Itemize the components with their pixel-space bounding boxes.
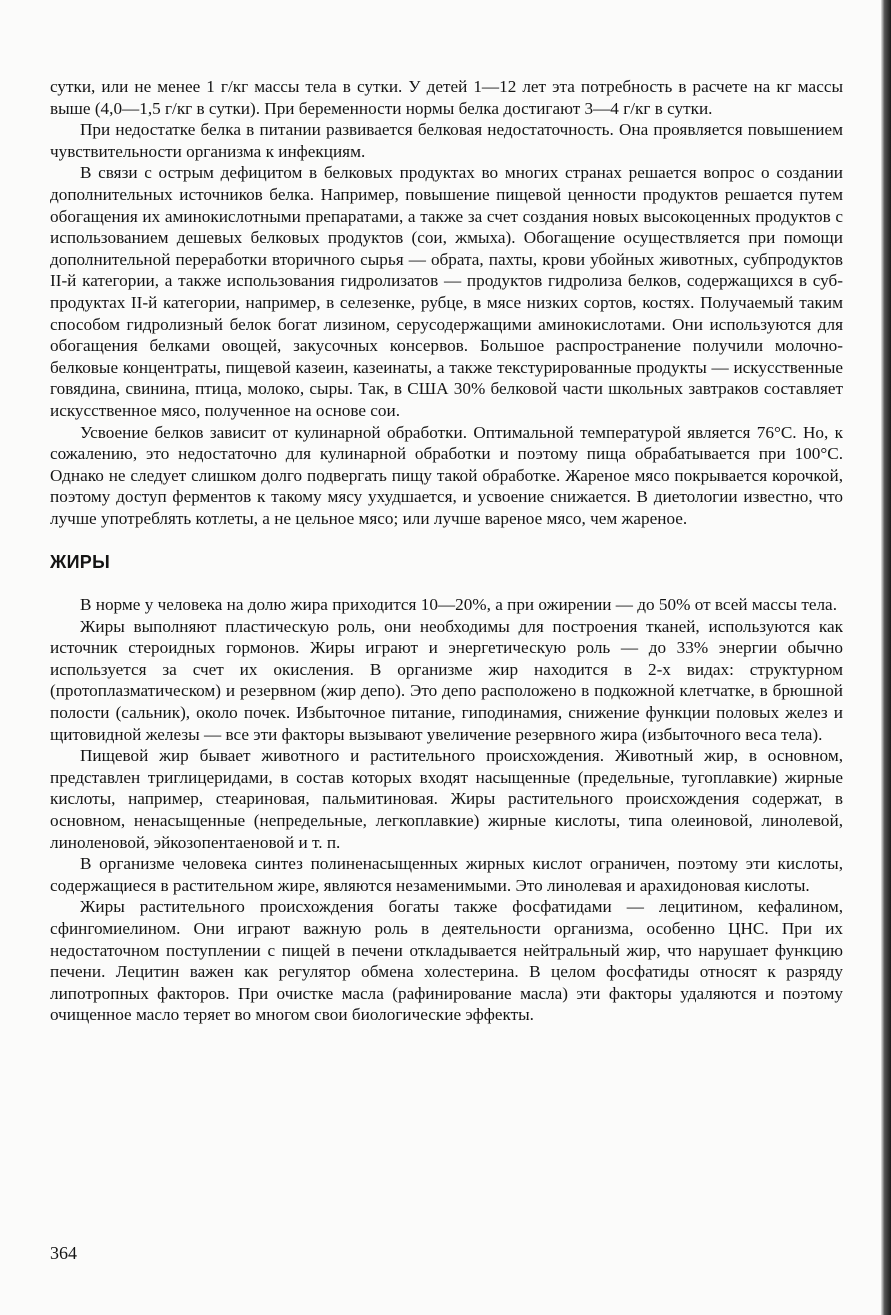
page-number: 364 bbox=[50, 1243, 77, 1263]
page-body-text bbox=[50, 76, 843, 1026]
paragraph-essential-fatty-acids: В организме человека синтез полиненасыщенных жирных кислот ограничен, поэтому эти кислоты, содержащиеся в растительном жире, являются незаменимыми. Это линолевая и арахидоновая кислоты. bbox=[50, 854, 843, 895]
paragraph-fat-norm: В норме у человека на долю жира приходится 10—20%, а при ожирении — до 50% от всей массы тела. bbox=[80, 595, 837, 615]
page-edge-shadow bbox=[881, 0, 891, 1315]
paragraph-continuation: сутки, или не менее 1 г/кг массы тела в сутки. У детей 1—12 лет эта потребность в расчете на кг массы выше (4,0—1,5 г/кг в сутки). При беременности нормы белка достигают 3—4 г/кг в сутки. bbox=[50, 77, 843, 118]
paragraph-protein-cooking: Усвоение белков зависит от кулинарной обработки. Оптимальной температурой является 76°С. Но, к сожалению, это недостаточно для кулинарной обработки и поэтому пища обрабатывается при 100°С. Однако не следует слишком долго подвергать пищу такой обработке. Жареное мясо покрывается корочкой, поэтому доступ ферментов к такому мясу ухудшается, и усвоение снижается. В диетологии известно, что лучше употреблять котлеты, а не цельное мясо; или лучше вареное мясо, чем жареное. bbox=[50, 422, 843, 528]
paragraph-phosphatides: Жиры растительного происхождения богаты также фосфатидами — лецитином, кефалином, сфингомиелином. Они играют важную роль в деятельности организма, особенно ЦНС. При их недостаточном поступлении с пищей в печени откладывается нейтральный жир, что нарушает функцию печени. Лецитин важен как регулятор обмена холестерина. В целом фосфатиды относят к разряду липотропных факторов. При очистке масла (рафинирование масла) эти факторы удаляются и поэтому очищенное масло теряет во многом свои биологические эффекты. bbox=[50, 897, 843, 1025]
paragraph-dietary-fat-origin: Пищевой жир бывает животного и растительного происхождения. Животный жир, в основном, представлен триглицеридами, в состав которых входят насыщенные (предельные, тугоплавкие) жирные кислоты, например, стеариновая, пальмитиновая. Жиры растительного происхождения содержат, в основном, ненасыщенные (непредельные, легкоплавкие) жирные кислоты, типа олеиновой, линолевой, линоленовой, эйкозопентаеновой и т. п. bbox=[50, 746, 843, 852]
paragraph-fat-roles: Жиры выполняют пластическую роль, они необходимы для построения тканей, используются как источник стероидных гормонов. Жиры играют и энергетическую роль — до 33% энергии обычно используется за счет их окисления. В организме жир находится в 2-х видах: структурном (протоплазматическом) и резервном (жир депо). Это депо расположено в подкожной клетчатке, в брюшной полости (сальник), около почек. Избыточное питание, гиподинамия, снижение функции половых желез и щитовидной железы — все эти факторы вызывают увеличение резервного жира (избыточного веса тела). bbox=[50, 616, 843, 744]
paragraph-protein-sources: В связи с острым дефицитом в белковых продуктах во многих странах решается вопрос о создании дополнительных источников белка. Например, повышение пищевой ценности продуктов решается путем обогащения их аминокислотными препаратами, а также за счет создания новых высокоценных продуктов с использованием дешевых белковых продуктов (сои, жмыха). Обогащение осуществляется при помощи дополнительной переработки вторичного сырья — обрата, пахты, крови убойных животных, субпродуктов II-й категории, а также использования гидролизатов — продуктов гидролиза белков, содержащихся в субпродуктах II-й категории, например, в селезенке, рубце, в мясе низких сортов, костях. Получаемый таким способом гидролизный белок богат лизином, серусодержащими аминокислотами. Они используются для обогащения белками овощей, закусочных консервов. Большое распространение получили молочно-белковые концентраты, пищевой казеин, казеинаты, а также текстурированные продукты — искусственные говядина, свинина, птица, молоко, сыры. Так, в США 30% белковой части школьных завтраков составляет искусственное мясо, полученное на основе сои. bbox=[50, 163, 843, 420]
section-heading-fats: ЖИРЫ bbox=[50, 552, 111, 573]
paragraph-protein-deficiency: При недостатке белка в питании развивается белковая недостаточность. Она проявляется повышением чувствительности организма к инфекциям. bbox=[50, 120, 843, 161]
